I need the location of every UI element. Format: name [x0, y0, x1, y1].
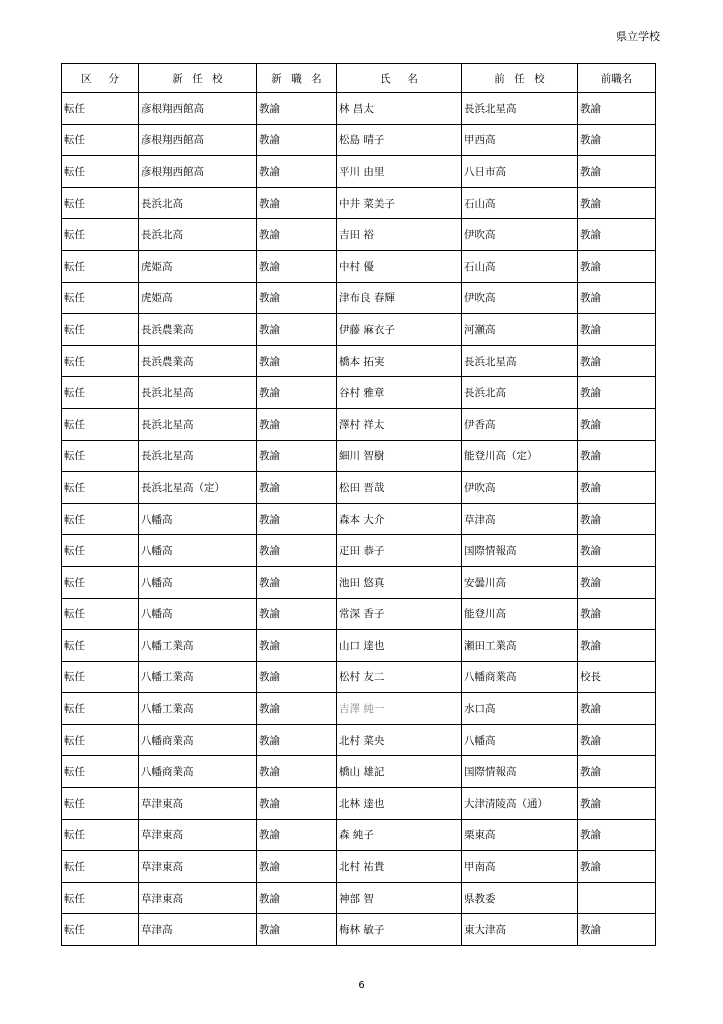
name-cell: 山口 達也 [337, 630, 462, 662]
name-cell: 津布良 春輝 [337, 282, 462, 314]
name-cell: 細川 智樹 [337, 440, 462, 472]
name-cell: 橋本 拓実 [337, 345, 462, 377]
category-cell: 転任 [62, 535, 139, 567]
table-row [62, 282, 656, 314]
table-body [62, 93, 656, 946]
column-header-name: 氏名 [337, 64, 462, 93]
new-school-cell: 八幡商業高 [139, 724, 257, 756]
name-cell: 森本 大介 [337, 503, 462, 535]
previous-school-cell: 栗東高 [462, 819, 578, 851]
previous-school-cell: 伊吹高 [462, 472, 578, 504]
category-cell: 転任 [62, 472, 139, 504]
name-cell: 梅林 敏子 [337, 914, 462, 946]
category-cell: 転任 [62, 187, 139, 219]
new-position-cell: 教諭 [257, 851, 337, 883]
category-cell: 転任 [62, 250, 139, 282]
previous-position-cell: 教諭 [578, 914, 656, 946]
new-position-cell: 教諭 [257, 472, 337, 504]
new-position-cell: 教諭 [257, 661, 337, 693]
category-cell: 転任 [62, 914, 139, 946]
previous-position-cell: 教諭 [578, 282, 656, 314]
column-header-category: 区分 [62, 64, 139, 93]
category-cell: 転任 [62, 566, 139, 598]
name-cell: 吉田 裕 [337, 219, 462, 251]
previous-school-cell: 瀬田工業高 [462, 630, 578, 662]
previous-position-cell: 校長 [578, 661, 656, 693]
new-school-cell: 長浜農業高 [139, 314, 257, 346]
new-position-cell: 教諭 [257, 314, 337, 346]
table-row [62, 187, 656, 219]
new-position-cell: 教諭 [257, 377, 337, 409]
name-cell: 松田 晋哉 [337, 472, 462, 504]
table-row [62, 756, 656, 788]
previous-position-cell: 教諭 [578, 377, 656, 409]
column-header-new-school: 新任校 [139, 64, 257, 93]
previous-school-cell: 国際情報高 [462, 535, 578, 567]
category-cell: 転任 [62, 503, 139, 535]
category-cell: 転任 [62, 756, 139, 788]
new-position-cell: 教諭 [257, 250, 337, 282]
table-row [62, 724, 656, 756]
table-row [62, 472, 656, 504]
table-row [62, 882, 656, 914]
new-position-cell: 教諭 [257, 93, 337, 125]
table-row [62, 156, 656, 188]
new-position-cell: 教諭 [257, 156, 337, 188]
previous-position-cell: 教諭 [578, 156, 656, 188]
previous-school-cell: 安曇川高 [462, 566, 578, 598]
table-row [62, 250, 656, 282]
new-school-cell: 長浜北高 [139, 187, 257, 219]
previous-school-cell: 八日市高 [462, 156, 578, 188]
new-position-cell: 教諭 [257, 819, 337, 851]
name-cell: 谷村 雅章 [337, 377, 462, 409]
name-cell: 吉澤 純一 [337, 693, 462, 725]
new-position-cell: 教諭 [257, 503, 337, 535]
new-school-cell: 長浜農業高 [139, 345, 257, 377]
page-number: 6 [358, 980, 365, 991]
previous-position-cell: 教諭 [578, 598, 656, 630]
previous-position-cell: 教諭 [578, 724, 656, 756]
previous-position-cell: 教諭 [578, 566, 656, 598]
name-cell: 松村 友二 [337, 661, 462, 693]
new-school-cell: 虎姫高 [139, 282, 257, 314]
name-cell: 伊藤 麻衣子 [337, 314, 462, 346]
category-cell: 転任 [62, 819, 139, 851]
name-cell: 橋山 雄記 [337, 756, 462, 788]
name-cell: 北林 達也 [337, 788, 462, 820]
table-row [62, 914, 656, 946]
table-row [62, 377, 656, 409]
previous-school-cell: 甲西高 [462, 124, 578, 156]
new-school-cell: 草津高 [139, 914, 257, 946]
new-position-cell: 教諭 [257, 408, 337, 440]
new-position-cell: 教諭 [257, 914, 337, 946]
column-header-previous-position: 前職名 [578, 64, 656, 93]
category-label: 県立学校 [616, 30, 660, 43]
new-school-cell: 八幡高 [139, 598, 257, 630]
previous-position-cell: 教諭 [578, 630, 656, 662]
category-cell: 転任 [62, 156, 139, 188]
table-row [62, 535, 656, 567]
new-school-cell: 八幡商業高 [139, 756, 257, 788]
previous-school-cell: 長浜北星高 [462, 345, 578, 377]
new-school-cell: 長浜北星高（定） [139, 472, 257, 504]
previous-school-cell: 国際情報高 [462, 756, 578, 788]
new-school-cell: 長浜北星高 [139, 440, 257, 472]
new-school-cell: 彦根翔西館高 [139, 93, 257, 125]
previous-position-cell: 教諭 [578, 219, 656, 251]
new-position-cell: 教諭 [257, 187, 337, 219]
name-cell: 神部 智 [337, 882, 462, 914]
name-cell: 常深 香子 [337, 598, 462, 630]
new-school-cell: 八幡高 [139, 503, 257, 535]
new-position-cell: 教諭 [257, 124, 337, 156]
category-cell: 転任 [62, 377, 139, 409]
previous-school-cell: 石山高 [462, 250, 578, 282]
name-cell: 中村 優 [337, 250, 462, 282]
table-row [62, 788, 656, 820]
previous-school-cell: 長浜北高 [462, 377, 578, 409]
category-cell: 転任 [62, 882, 139, 914]
new-school-cell: 長浜北星高 [139, 377, 257, 409]
name-cell: 中井 菜美子 [337, 187, 462, 219]
new-position-cell: 教諭 [257, 535, 337, 567]
table-row [62, 503, 656, 535]
table-row [62, 819, 656, 851]
category-cell: 転任 [62, 851, 139, 883]
new-school-cell: 八幡工業高 [139, 693, 257, 725]
category-cell: 転任 [62, 630, 139, 662]
category-cell: 転任 [62, 219, 139, 251]
previous-school-cell: 能登川高（定） [462, 440, 578, 472]
category-cell: 転任 [62, 93, 139, 125]
table-row [62, 93, 656, 125]
new-school-cell: 虎姫高 [139, 250, 257, 282]
previous-school-cell: 八幡商業高 [462, 661, 578, 693]
previous-school-cell: 水口高 [462, 693, 578, 725]
table-row [62, 566, 656, 598]
previous-position-cell: 教諭 [578, 345, 656, 377]
new-position-cell: 教諭 [257, 724, 337, 756]
new-position-cell: 教諭 [257, 345, 337, 377]
new-school-cell: 八幡高 [139, 566, 257, 598]
new-position-cell: 教諭 [257, 219, 337, 251]
category-cell: 転任 [62, 661, 139, 693]
name-cell: 平川 由里 [337, 156, 462, 188]
new-school-cell: 草津東高 [139, 788, 257, 820]
previous-position-cell [578, 882, 656, 914]
previous-position-cell: 教諭 [578, 314, 656, 346]
new-position-cell: 教諭 [257, 440, 337, 472]
name-cell: 池田 悠真 [337, 566, 462, 598]
previous-position-cell: 教諭 [578, 93, 656, 125]
name-cell: 林 昌太 [337, 93, 462, 125]
previous-school-cell: 長浜北星高 [462, 93, 578, 125]
new-position-cell: 教諭 [257, 566, 337, 598]
previous-position-cell: 教諭 [578, 756, 656, 788]
table-row [62, 440, 656, 472]
name-cell: 疋田 恭子 [337, 535, 462, 567]
category-cell: 転任 [62, 408, 139, 440]
category-cell: 転任 [62, 598, 139, 630]
new-school-cell: 八幡工業高 [139, 630, 257, 662]
table-row [62, 630, 656, 662]
new-school-cell: 八幡工業高 [139, 661, 257, 693]
previous-school-cell: 東大津高 [462, 914, 578, 946]
previous-position-cell: 教諭 [578, 819, 656, 851]
table-header-row [62, 64, 656, 93]
previous-school-cell: 石山高 [462, 187, 578, 219]
previous-school-cell: 草津高 [462, 503, 578, 535]
category-cell: 転任 [62, 282, 139, 314]
previous-position-cell: 教諭 [578, 408, 656, 440]
previous-school-cell: 河瀬高 [462, 314, 578, 346]
category-cell: 転任 [62, 314, 139, 346]
table-row [62, 219, 656, 251]
new-school-cell: 彦根翔西館高 [139, 124, 257, 156]
category-cell: 転任 [62, 124, 139, 156]
previous-school-cell: 甲南高 [462, 851, 578, 883]
new-position-cell: 教諭 [257, 882, 337, 914]
table-row [62, 693, 656, 725]
previous-school-cell: 伊香高 [462, 408, 578, 440]
column-header-previous-school: 前任校 [462, 64, 578, 93]
name-cell: 森 純子 [337, 819, 462, 851]
column-header-new-position: 新職名 [257, 64, 337, 93]
previous-school-cell: 伊吹高 [462, 219, 578, 251]
table-row [62, 598, 656, 630]
category-cell: 転任 [62, 345, 139, 377]
previous-school-cell: 県教委 [462, 882, 578, 914]
new-school-cell: 長浜北星高 [139, 408, 257, 440]
new-position-cell: 教諭 [257, 630, 337, 662]
previous-school-cell: 八幡高 [462, 724, 578, 756]
previous-school-cell: 伊吹高 [462, 282, 578, 314]
table-row [62, 408, 656, 440]
new-position-cell: 教諭 [257, 756, 337, 788]
category-cell: 転任 [62, 440, 139, 472]
previous-position-cell: 教諭 [578, 693, 656, 725]
new-school-cell: 草津東高 [139, 882, 257, 914]
previous-school-cell: 大津清陵高（通） [462, 788, 578, 820]
previous-position-cell: 教諭 [578, 187, 656, 219]
new-position-cell: 教諭 [257, 788, 337, 820]
new-position-cell: 教諭 [257, 693, 337, 725]
previous-position-cell: 教諭 [578, 472, 656, 504]
personnel-table [61, 63, 656, 946]
category-cell: 転任 [62, 788, 139, 820]
previous-position-cell: 教諭 [578, 503, 656, 535]
category-cell: 転任 [62, 693, 139, 725]
name-cell: 北村 菜央 [337, 724, 462, 756]
new-school-cell: 草津東高 [139, 851, 257, 883]
previous-position-cell: 教諭 [578, 851, 656, 883]
previous-position-cell: 教諭 [578, 788, 656, 820]
previous-position-cell: 教諭 [578, 250, 656, 282]
new-school-cell: 草津東高 [139, 819, 257, 851]
category-cell: 転任 [62, 724, 139, 756]
previous-school-cell: 能登川高 [462, 598, 578, 630]
name-cell: 北村 祐貴 [337, 851, 462, 883]
new-school-cell: 長浜北高 [139, 219, 257, 251]
name-cell: 澤村 祥太 [337, 408, 462, 440]
table-row [62, 345, 656, 377]
previous-position-cell: 教諭 [578, 124, 656, 156]
new-position-cell: 教諭 [257, 282, 337, 314]
table-row [62, 314, 656, 346]
new-position-cell: 教諭 [257, 598, 337, 630]
previous-position-cell: 教諭 [578, 440, 656, 472]
table-row [62, 661, 656, 693]
new-school-cell: 八幡高 [139, 535, 257, 567]
table-row [62, 124, 656, 156]
name-cell: 松島 晴子 [337, 124, 462, 156]
previous-position-cell: 教諭 [578, 535, 656, 567]
table-row [62, 851, 656, 883]
new-school-cell: 彦根翔西館高 [139, 156, 257, 188]
